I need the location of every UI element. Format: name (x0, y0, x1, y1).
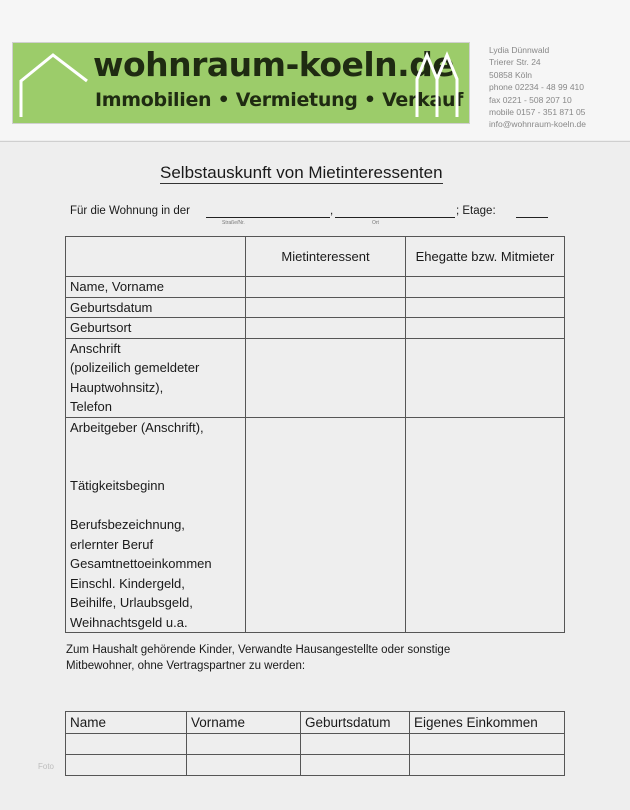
house-icon (17, 49, 97, 119)
table-row (66, 417, 565, 633)
contact-line: Trierer Str. 24 (489, 57, 541, 68)
contact-line: Lydia Dünnwald (489, 45, 550, 55)
input-cell[interactable] (410, 755, 565, 776)
contact-line: mobile 0157 - 351 871 05 (489, 106, 586, 117)
letterhead (0, 0, 630, 140)
input-cell[interactable] (187, 734, 301, 755)
cathedral-icon (413, 49, 469, 119)
table-header-row (66, 712, 565, 734)
table-row (66, 318, 565, 339)
input-cell[interactable] (246, 417, 406, 633)
table-corner-cell (66, 237, 246, 277)
comma-separator: , (330, 205, 334, 217)
table-row (66, 277, 565, 298)
input-cell[interactable] (66, 755, 187, 776)
city-field[interactable] (335, 216, 455, 218)
street-caption: Straße/Nr. (222, 220, 245, 226)
contact-line: 50858 Köln (489, 69, 533, 80)
household-note: Zum Haushalt gehörende Kinder, Verwandte Hausangestellte oder sonstige Mitbewohner, ohne Vertragspartner zu werden: (66, 644, 451, 672)
input-cell[interactable] (246, 338, 406, 417)
input-cell[interactable] (246, 277, 406, 298)
table-row (66, 297, 565, 318)
etage-label: ; Etage: (456, 205, 496, 217)
column-header: Ehegatte bzw. Mitmieter (406, 237, 565, 277)
input-cell[interactable] (406, 318, 565, 339)
input-cell[interactable] (301, 755, 410, 776)
input-cell[interactable] (301, 734, 410, 755)
input-cell[interactable] (246, 297, 406, 318)
page-title: Selbstauskunft von Mietinteressenten (160, 163, 443, 182)
table-header-row (66, 237, 565, 277)
row-label: Name, Vorname (66, 277, 246, 298)
contact-line: info@wohnraum-koeln.de (489, 119, 586, 130)
applicant-table (65, 236, 565, 633)
logo-title: wohnraum-koeln.de (93, 45, 455, 84)
table-row (66, 734, 565, 755)
row-label: Geburtsort (66, 318, 246, 339)
row-label: Arbeitgeber (Anschrift), Tätigkeitsbeginn Berufsbezeichnung, erlernter Beruf Gesamtnettoeinkommen Einschl. Kindergeld, Beihilfe, Urlaubsgeld, Weihnachtsgeld u.a. (66, 417, 246, 633)
input-cell[interactable] (410, 734, 565, 755)
table-row (66, 755, 565, 776)
contact-block (489, 44, 625, 131)
logo-tagline: Immobilien • Vermietung • Verkauf (95, 89, 464, 111)
household-table (65, 711, 565, 776)
floor-field[interactable] (516, 216, 548, 218)
input-cell[interactable] (406, 338, 565, 417)
input-cell[interactable] (187, 755, 301, 776)
contact-line: fax 0221 - 508 207 10 (489, 94, 572, 105)
divider (0, 141, 630, 142)
column-header: Eigenes Einkommen (410, 712, 565, 734)
input-cell[interactable] (66, 734, 187, 755)
city-caption: Ort (372, 220, 379, 226)
column-header: Name (66, 712, 187, 734)
column-header: Vorname (187, 712, 301, 734)
row-label: Geburtsdatum (66, 297, 246, 318)
page-mark: Foto (38, 762, 55, 771)
row-label: Anschrift (polizeilich gemeldeter Hauptwohnsitz), Telefon (66, 338, 246, 417)
input-cell[interactable] (406, 417, 565, 633)
input-cell[interactable] (406, 297, 565, 318)
column-header: Geburtsdatum (301, 712, 410, 734)
column-header: Mietinteressent (246, 237, 406, 277)
table-row (66, 338, 565, 417)
contact-line: phone 02234 - 48 99 410 (489, 82, 585, 93)
address-prefix: Für die Wohnung in der (70, 205, 190, 217)
input-cell[interactable] (406, 277, 565, 298)
input-cell[interactable] (246, 318, 406, 339)
street-field[interactable] (206, 216, 330, 218)
company-logo (12, 42, 470, 124)
